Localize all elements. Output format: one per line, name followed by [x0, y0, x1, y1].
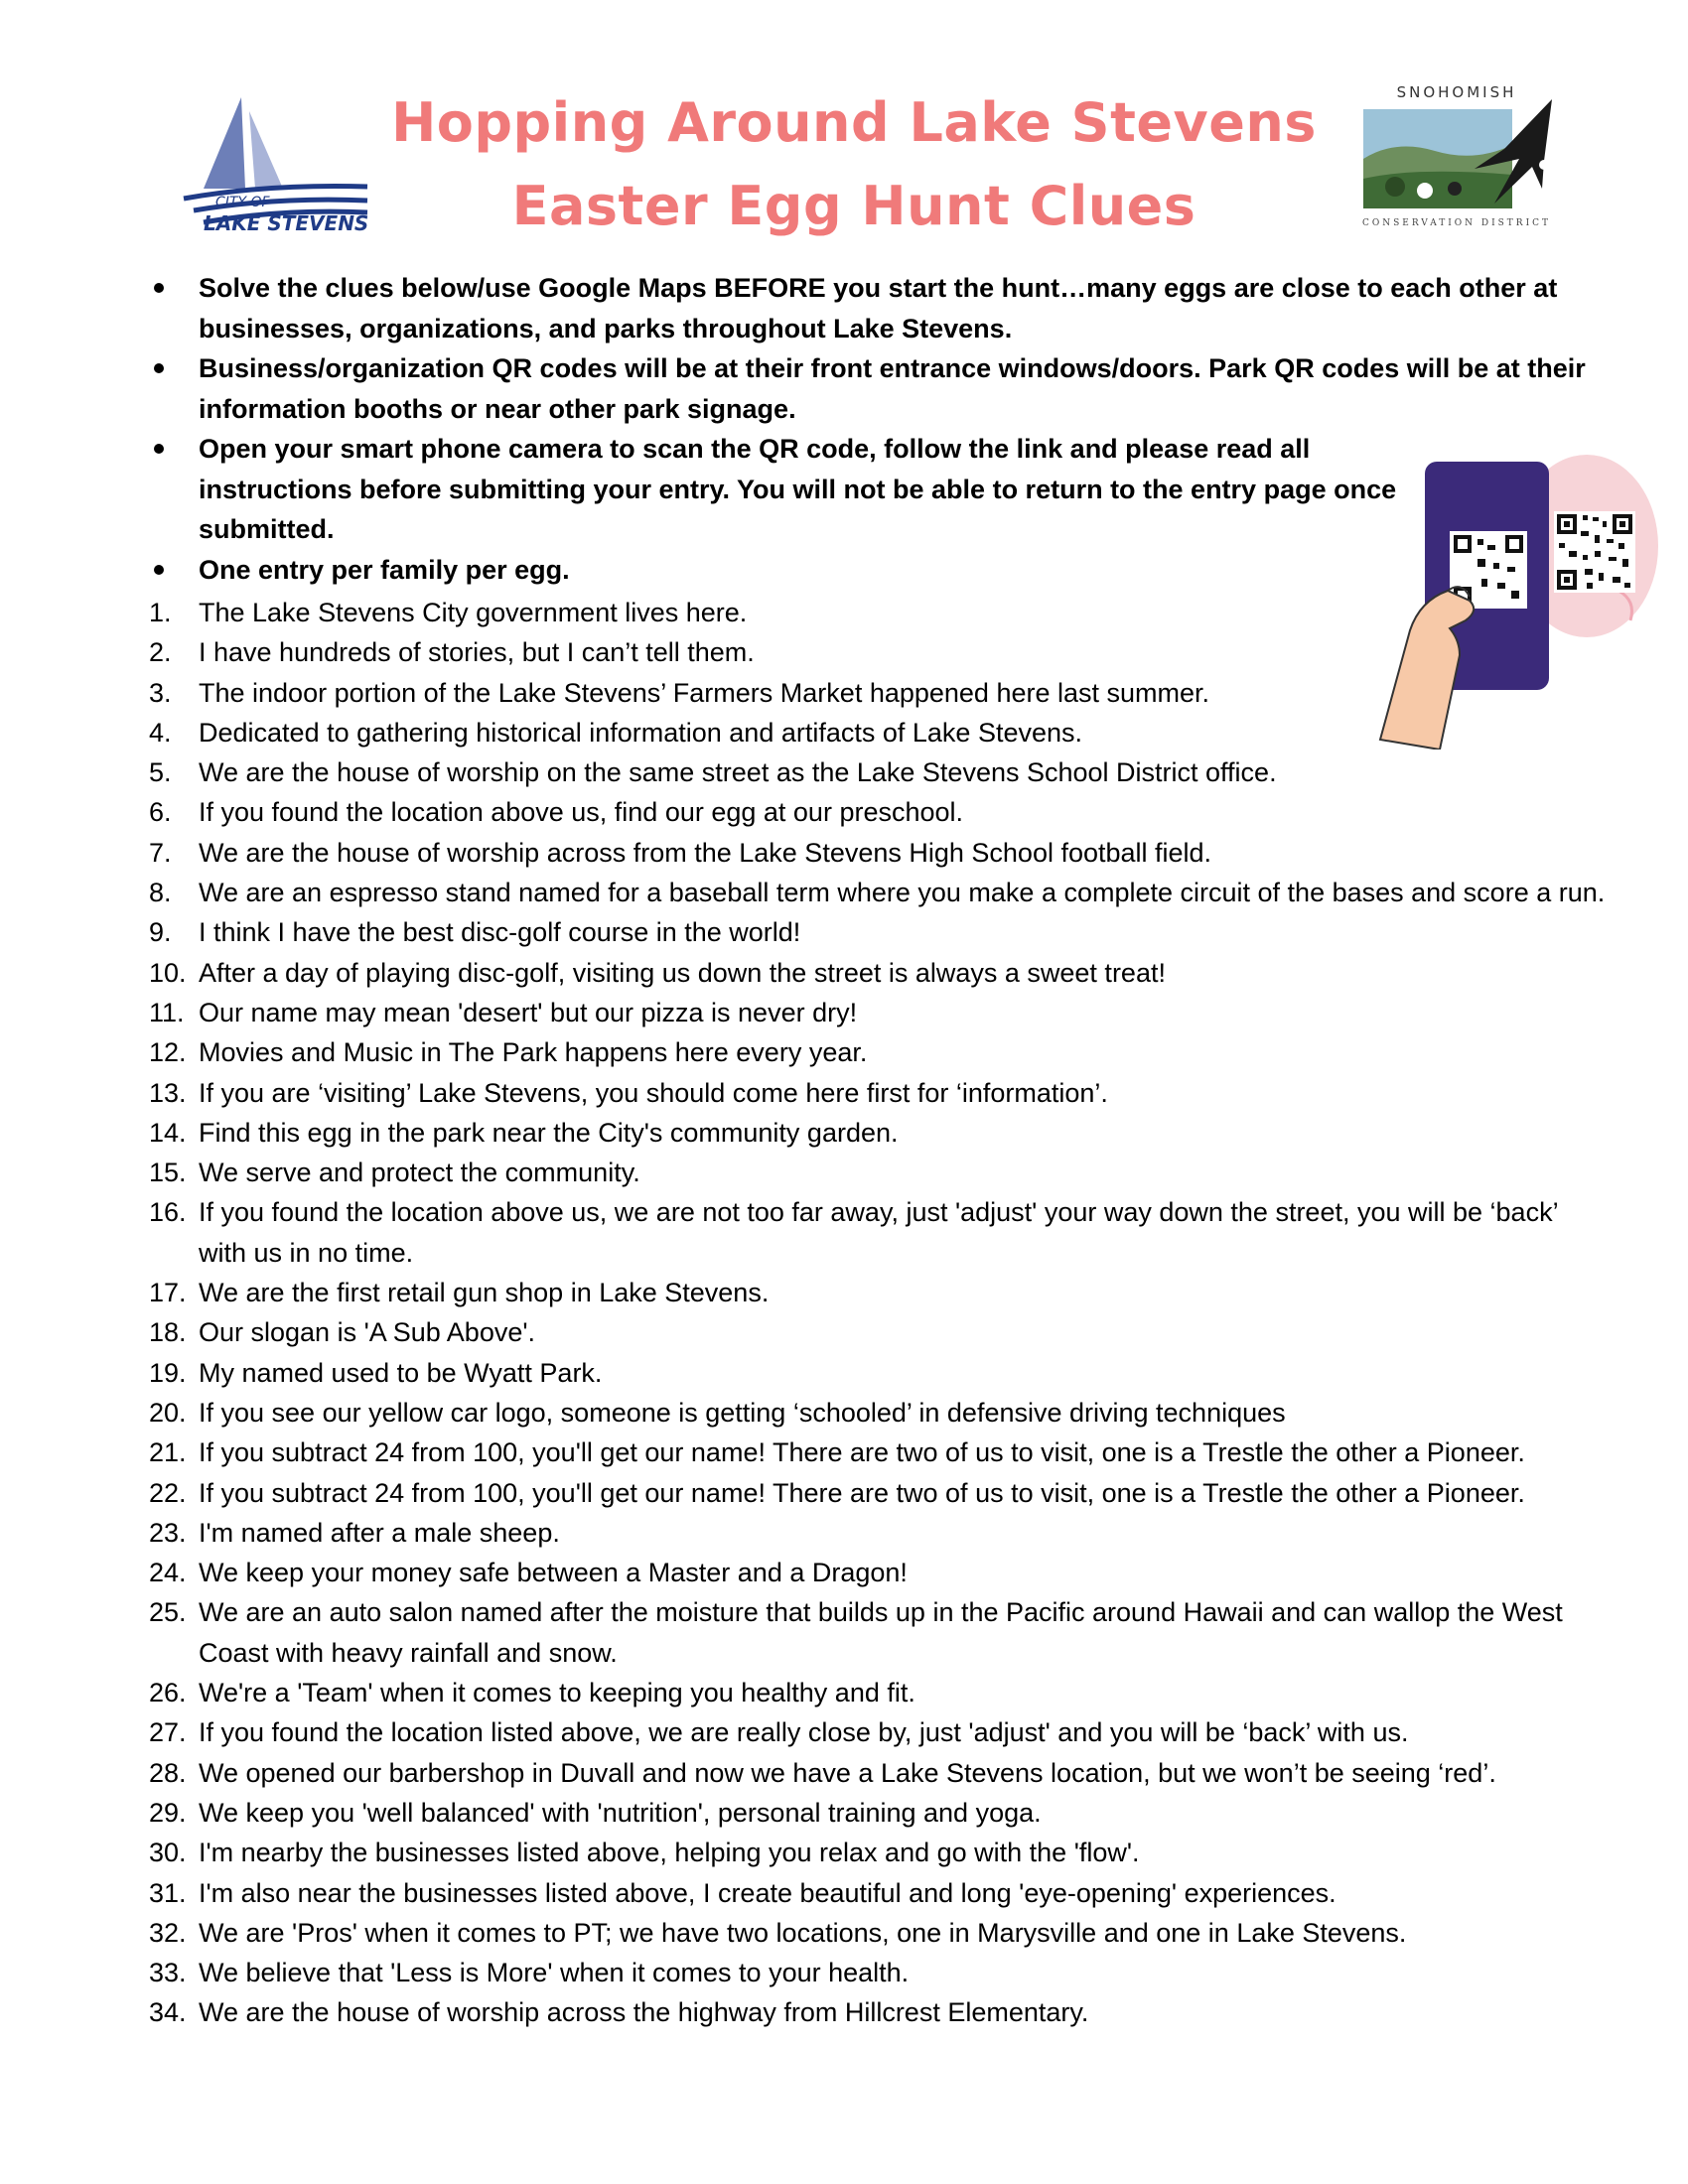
clue-item [149, 1873, 1609, 1913]
clue-text: If you subtract 24 from 100, you'll get our name! There are two of us to visit, one is a Trestle the other a Pioneer. [199, 1437, 1525, 1468]
conservation-logo-top-text: SNOHOMISH [1396, 83, 1517, 101]
clue-text: We're a 'Team' when it comes to keeping you healthy and fit. [199, 1678, 915, 1708]
clue-number: 30. [149, 1838, 187, 1868]
clue-number: 16. [149, 1197, 187, 1228]
clue-text: My named used to be Wyatt Park. [199, 1357, 603, 1388]
snohomish-conservation-district-logo [1355, 79, 1559, 238]
clue-item [149, 1433, 1609, 1472]
clue-number: 20. [149, 1397, 187, 1428]
clue-number: 26. [149, 1678, 187, 1708]
clue-item [149, 1473, 1609, 1513]
clue-item [149, 1673, 1609, 1712]
clue-number: 7. [149, 837, 172, 868]
clue-number: 19. [149, 1357, 187, 1388]
clue-item [149, 1273, 1609, 1312]
clue-text: We keep your money safe between a Master and a Dragon! [199, 1558, 908, 1588]
clue-text: We are the first retail gun shop in Lake Stevens. [199, 1278, 770, 1308]
clue-number: 15. [149, 1158, 187, 1188]
clue-item [149, 1192, 1609, 1273]
clue-item [149, 873, 1609, 912]
clue-number: 9. [149, 917, 172, 948]
clue-number: 24. [149, 1558, 187, 1588]
clue-number: 34. [149, 1997, 187, 2028]
clue-text: Dedicated to gathering historical information and artifacts of Lake Stevens. [199, 717, 1082, 748]
clue-text: We are an auto salon named after the moisture that builds up in the Pacific around Hawaii and can wallop the West Coast with heavy rainfall and snow. [199, 1597, 1563, 1668]
instruction-text: Open your smart phone camera to scan the QR code, follow the link and please read all instructions before submitting your entry. You will not be able to return to the entry page once submitted. [199, 434, 1397, 544]
clue-item [149, 1953, 1609, 1992]
clue-number: 23. [149, 1517, 187, 1548]
clue-number: 4. [149, 717, 172, 748]
city-of-lake-stevens-logo [164, 89, 372, 238]
clue-number: 1. [149, 598, 172, 627]
clue-item [149, 1513, 1609, 1553]
clue-item [149, 1753, 1609, 1793]
clue-text: We opened our barbershop in Duvall and now we have a Lake Stevens location, but we won’t be seeing ‘red’. [199, 1757, 1496, 1788]
clue-item [149, 1393, 1609, 1433]
clue-item [149, 593, 1609, 632]
clue-number: 27. [149, 1717, 187, 1748]
clue-item [149, 1113, 1609, 1153]
sailboat-logo-icon [164, 89, 372, 238]
clue-text: The indoor portion of the Lake Stevens’ Farmers Market happened here last summer. [199, 677, 1210, 708]
clue-text: I have hundreds of stories, but I can’t tell them. [199, 637, 755, 668]
clue-text: We are an espresso stand named for a baseball term where you make a complete circuit of the bases and score a run. [199, 878, 1606, 908]
clue-number: 28. [149, 1757, 187, 1788]
bullet-icon [154, 444, 164, 454]
clue-text: We are the house of worship on the same street as the Lake Stevens School District office. [199, 757, 1277, 788]
eagle-landscape-icon [1355, 79, 1559, 238]
clues-list [149, 593, 1609, 2033]
clue-number: 25. [149, 1597, 187, 1628]
clue-number: 21. [149, 1437, 187, 1468]
clue-item [149, 1312, 1609, 1352]
clue-text: The Lake Stevens City government lives here. [199, 598, 748, 627]
clue-item [149, 1712, 1609, 1752]
instruction-item [149, 348, 1609, 429]
clue-number: 10. [149, 957, 187, 988]
clue-text: We are 'Pros' when it comes to PT; we have two locations, one in Marysville and one in Lake Stevens. [199, 1917, 1407, 1948]
clue-text: If you are ‘visiting’ Lake Stevens, you should come here first for ‘information’. [199, 1077, 1108, 1108]
clue-number: 18. [149, 1317, 187, 1348]
clue-item [149, 713, 1609, 752]
clue-number: 29. [149, 1797, 187, 1828]
clue-item [149, 912, 1609, 952]
clue-number: 33. [149, 1958, 187, 1988]
clue-text: We keep you 'well balanced' with 'nutrition', personal training and yoga. [199, 1797, 1042, 1828]
clue-item [149, 833, 1609, 873]
clue-text: We serve and protect the community. [199, 1158, 640, 1188]
clue-item [149, 752, 1609, 792]
clue-text: We are the house of worship across the highway from Hillcrest Elementary. [199, 1997, 1089, 2028]
clue-number: 14. [149, 1117, 187, 1148]
clue-text: I'm named after a male sheep. [199, 1517, 560, 1548]
clue-item [149, 632, 1609, 672]
clue-text: If you found the location listed above, we are really close by, just 'adjust' and you will be ‘back’ with us. [199, 1717, 1409, 1748]
clue-text: After a day of playing disc-golf, visiting us down the street is always a sweet treat! [199, 957, 1166, 988]
clue-item [149, 1353, 1609, 1393]
clue-number: 11. [149, 997, 185, 1027]
page-title-line1: Hopping Around Lake Stevens [391, 91, 1317, 154]
clue-text: Our name may mean 'desert' but our pizza is never dry! [199, 997, 858, 1027]
clue-number: 17. [149, 1278, 187, 1308]
page-title-line2: Easter Egg Hunt Clues [511, 175, 1196, 237]
clue-number: 2. [149, 637, 172, 668]
clue-item [149, 1553, 1609, 1592]
city-logo-line1: CITY OF [215, 195, 270, 210]
clue-number: 31. [149, 1877, 187, 1908]
instruction-item [149, 429, 1460, 550]
clue-item [149, 953, 1609, 993]
clue-item [149, 792, 1609, 832]
clue-item [149, 673, 1609, 713]
clue-item [149, 1592, 1609, 1673]
clue-text: We believe that 'Less is More' when it comes to your health. [199, 1958, 910, 1988]
clue-text: I think I have the best disc-golf course in the world! [199, 917, 801, 948]
clue-text: If you subtract 24 from 100, you'll get our name! There are two of us to visit, one is a Trestle the other a Pioneer. [199, 1477, 1525, 1508]
instruction-text: One entry per family per egg. [199, 554, 570, 585]
clue-text: Movies and Music in The Park happens here every year. [199, 1037, 868, 1068]
clue-text: If you found the location above us, find our egg at our preschool. [199, 797, 964, 828]
instruction-text: Business/organization QR codes will be at their front entrance windows/doors. Park QR codes will be at their information booths or near other park signage. [199, 353, 1586, 424]
clue-number: 12. [149, 1037, 187, 1068]
clue-number: 8. [149, 878, 172, 908]
clue-item [149, 1833, 1609, 1872]
clue-text: I'm nearby the businesses listed above, helping you relax and go with the 'flow'. [199, 1838, 1140, 1868]
clue-number: 3. [149, 677, 172, 708]
clue-text: If you found the location above us, we are not too far away, just 'adjust' your way down the street, you will be ‘back’ with us in no time. [199, 1197, 1558, 1268]
clue-number: 5. [149, 757, 172, 788]
bullet-icon [154, 363, 164, 373]
clue-item [149, 1073, 1609, 1113]
clue-number: 22. [149, 1477, 187, 1508]
clue-text: Find this egg in the park near the City's community garden. [199, 1117, 899, 1148]
clue-item [149, 1913, 1609, 1953]
clue-number: 13. [149, 1077, 187, 1108]
clue-text: I'm also near the businesses listed above, I create beautiful and long 'eye-opening' experiences. [199, 1877, 1336, 1908]
bullet-icon [154, 565, 164, 575]
clue-item [149, 1032, 1609, 1072]
instruction-text: Solve the clues below/use Google Maps BEFORE you start the hunt…many eggs are close to each other at businesses, organizations, and parks throughout Lake Stevens. [199, 273, 1558, 343]
clue-item [149, 1793, 1609, 1833]
clue-item [149, 1992, 1609, 2032]
clue-text: Our slogan is 'A Sub Above'. [199, 1317, 536, 1348]
clue-number: 32. [149, 1917, 187, 1948]
clue-number: 6. [149, 797, 172, 828]
bullet-icon [154, 283, 164, 293]
clue-text: If you see our yellow car logo, someone is getting ‘schooled’ in defensive driving techniques [199, 1397, 1286, 1428]
city-logo-line2: LAKE STEVENS [204, 211, 369, 235]
conservation-logo-bottom-text: CONSERVATION DISTRICT [1361, 218, 1552, 228]
clue-item [149, 1153, 1609, 1192]
instruction-item [149, 268, 1609, 348]
clue-item [149, 993, 1609, 1032]
clue-text: We are the house of worship across from the Lake Stevens High School football field. [199, 837, 1212, 868]
